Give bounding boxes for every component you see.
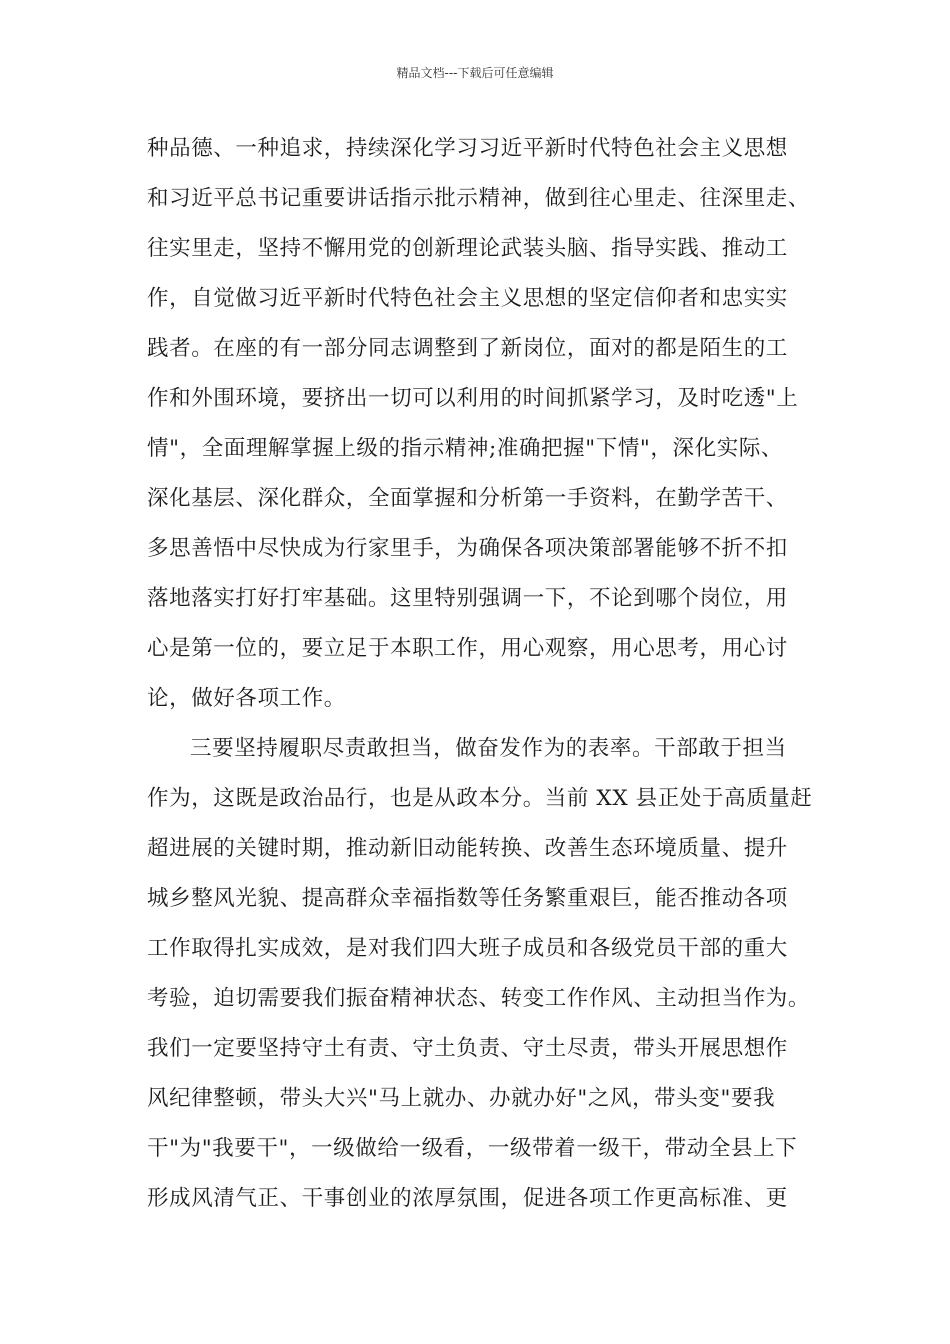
text-line: 深化基层、深化群众，全面掌握和分析第一手资料，在勤学苦干、 <box>147 486 788 511</box>
document-body <box>147 124 815 1224</box>
text-line: 论，做好各项工作。 <box>147 686 346 711</box>
text-line: 作和外围环境，要挤出一切可以利用的时间抓紧学习，及时吃透"上 <box>147 386 799 411</box>
paragraph-2 <box>147 724 815 1224</box>
text-line: 我们一定要坚持守土有责、守土负责、守土尽责，带头开展思想作 <box>147 1036 788 1061</box>
text-line: 和习近平总书记重要讲话指示批示精神，做到往心里走、往深里走、 <box>147 186 811 211</box>
text-line: 多思善悟中尽快成为行家里手，为确保各项决策部署能够不折不扣 <box>147 536 788 561</box>
text-line: 工作取得扎实成效，是对我们四大班子成员和各级党员干部的重大 <box>147 936 788 961</box>
text-line: 心是第一位的，要立足于本职工作，用心观察，用心思考，用心讨 <box>147 636 788 661</box>
text-line: 作为，这既是政治品行，也是从政本分。当前 XX 县正处于高质量赶 <box>147 786 813 811</box>
text-line-first: 三要坚持履职尽责敢担当，做奋发作为的表率。干部敢于担当 <box>190 736 787 761</box>
text-line: 情"，全面理解掌握上级的指示精神;准确把握"下情"，深化实际、 <box>147 436 784 461</box>
text-line: 种品德、一种追求，持续深化学习习近平新时代特色社会主义思想 <box>147 136 788 161</box>
text-line: 超进展的关键时期，推动新旧动能转换、改善生态环境质量、提升 <box>147 836 788 861</box>
text-line: 考验，迫切需要我们振奋精神状态、转变工作作风、主动担当作为。 <box>147 986 811 1011</box>
paragraph-1 <box>147 124 815 724</box>
text-line: 落地落实打好打牢基础。这里特别强调一下，不论到哪个岗位，用 <box>147 586 788 611</box>
text-line: 践者。在座的有一部分同志调整到了新岗位，面对的都是陌生的工 <box>147 336 788 361</box>
text-line: 作，自觉做习近平新时代特色社会主义思想的坚定信仰者和忠实实 <box>147 286 788 311</box>
text-line: 干"为"我要干"，一级做给一级看，一级带着一级干，带动全县上下 <box>147 1136 798 1161</box>
text-line: 往实里走，坚持不懈用党的创新理论武装头脑、指导实践、推动工 <box>147 236 788 261</box>
text-line: 形成风清气正、干事创业的浓厚氛围，促进各项工作更高标准、更 <box>147 1186 788 1211</box>
page-header: 精品文档---下载后可任意编辑 <box>396 66 554 80</box>
text-line: 风纪律整顿，带头大兴"马上就办、办就办好"之风，带头变"要我 <box>147 1086 776 1111</box>
text-line: 城乡整风光貌、提高群众幸福指数等任务繁重艰巨，能否推动各项 <box>147 886 788 911</box>
